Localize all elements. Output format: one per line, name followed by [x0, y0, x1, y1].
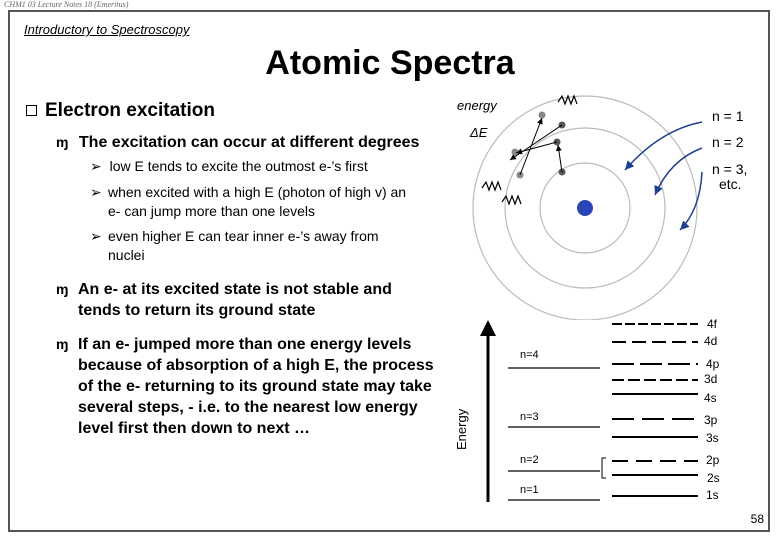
sub-item-3-text: even higher E can tear inner e-’s away from nuclei	[108, 228, 379, 263]
bullet-main	[26, 100, 215, 122]
level-n1: n=1	[520, 484, 539, 496]
page-number: 58	[750, 512, 764, 526]
n1-label: n = 1	[712, 108, 744, 124]
atom-excitation-diagram	[440, 90, 770, 320]
energy-axis-arrowhead	[480, 320, 496, 336]
round-bullet-icon: ɱ	[56, 281, 69, 297]
lecture-header: CHM1 03 Lecture Notes 18 (Emeritus)	[4, 0, 129, 9]
bullet-main-text: Electron excitation	[45, 100, 215, 121]
sublevel-1s: 1s	[706, 488, 719, 502]
arrow-n1	[625, 122, 702, 170]
slide-subtitle: Introductory to Spectroscopy	[24, 22, 190, 37]
electron	[539, 112, 546, 119]
bullet-sub2	[56, 279, 436, 321]
bullet-sub1	[56, 132, 456, 153]
arrow-bullet-icon: ➢	[90, 228, 102, 244]
arrow-bullet-icon: ➢	[90, 184, 102, 200]
bullet-sub3	[56, 334, 440, 439]
sub-item-3	[90, 227, 430, 265]
arrow-n3	[680, 172, 702, 230]
sublevel-4s: 4s	[704, 391, 717, 405]
sub-item-2	[90, 183, 450, 221]
round-bullet-icon: ɱ	[56, 336, 69, 352]
slide-title: Atomic Spectra	[265, 44, 515, 82]
delta-e-label: ΔE	[470, 125, 488, 140]
nucleus-icon	[577, 200, 593, 216]
sublevel-3p: 3p	[704, 413, 718, 427]
n2-label: n = 2	[712, 134, 744, 150]
energy-axis-label: Energy	[454, 408, 469, 450]
level-n3: n=3	[520, 411, 539, 423]
sub-item-2-text: when excited with a high E (photon of high v) an e- can jump more than one levels	[108, 184, 407, 219]
round-bullet-icon: ɱ	[56, 134, 69, 150]
sublevel-4p: 4p	[706, 357, 720, 371]
energy-level-diagram	[440, 312, 770, 512]
square-bullet-icon	[26, 105, 37, 116]
level-n4: n=4	[520, 349, 539, 361]
sub-item-1-text: low E tends to excite the outmost e-’s first	[109, 158, 368, 174]
sublevel-3d: 3d	[704, 372, 718, 386]
etc-label: etc.	[719, 176, 742, 192]
arrow-bullet-icon: ➢	[90, 158, 102, 174]
energy-label: energy	[457, 98, 497, 113]
bullet-sub1-text: The excitation can occur at different degrees	[78, 134, 420, 151]
bullet-sub2-text: An e- at its excited state is not stable and tends to return its ground state	[78, 281, 392, 319]
bullet-sub3-text: If an e- jumped more than one energy levels because of absorption of a high E, the process of the e- returning to its ground state may take several steps, - i.e. to the nearest low energy level first then down to next …	[78, 336, 434, 437]
photon-icon	[558, 96, 577, 104]
sublevel-3s: 3s	[706, 431, 719, 445]
sublevel-4d: 4d	[704, 334, 718, 348]
sublevel-2s: 2s	[707, 471, 720, 485]
photon-icon	[482, 182, 501, 190]
sublevel-2p: 2p	[706, 453, 720, 467]
n3-label: n = 3,	[712, 161, 748, 177]
sublevel-4f: 4f	[707, 317, 718, 331]
sub-item-1	[90, 157, 430, 176]
level-n2: n=2	[520, 454, 539, 466]
